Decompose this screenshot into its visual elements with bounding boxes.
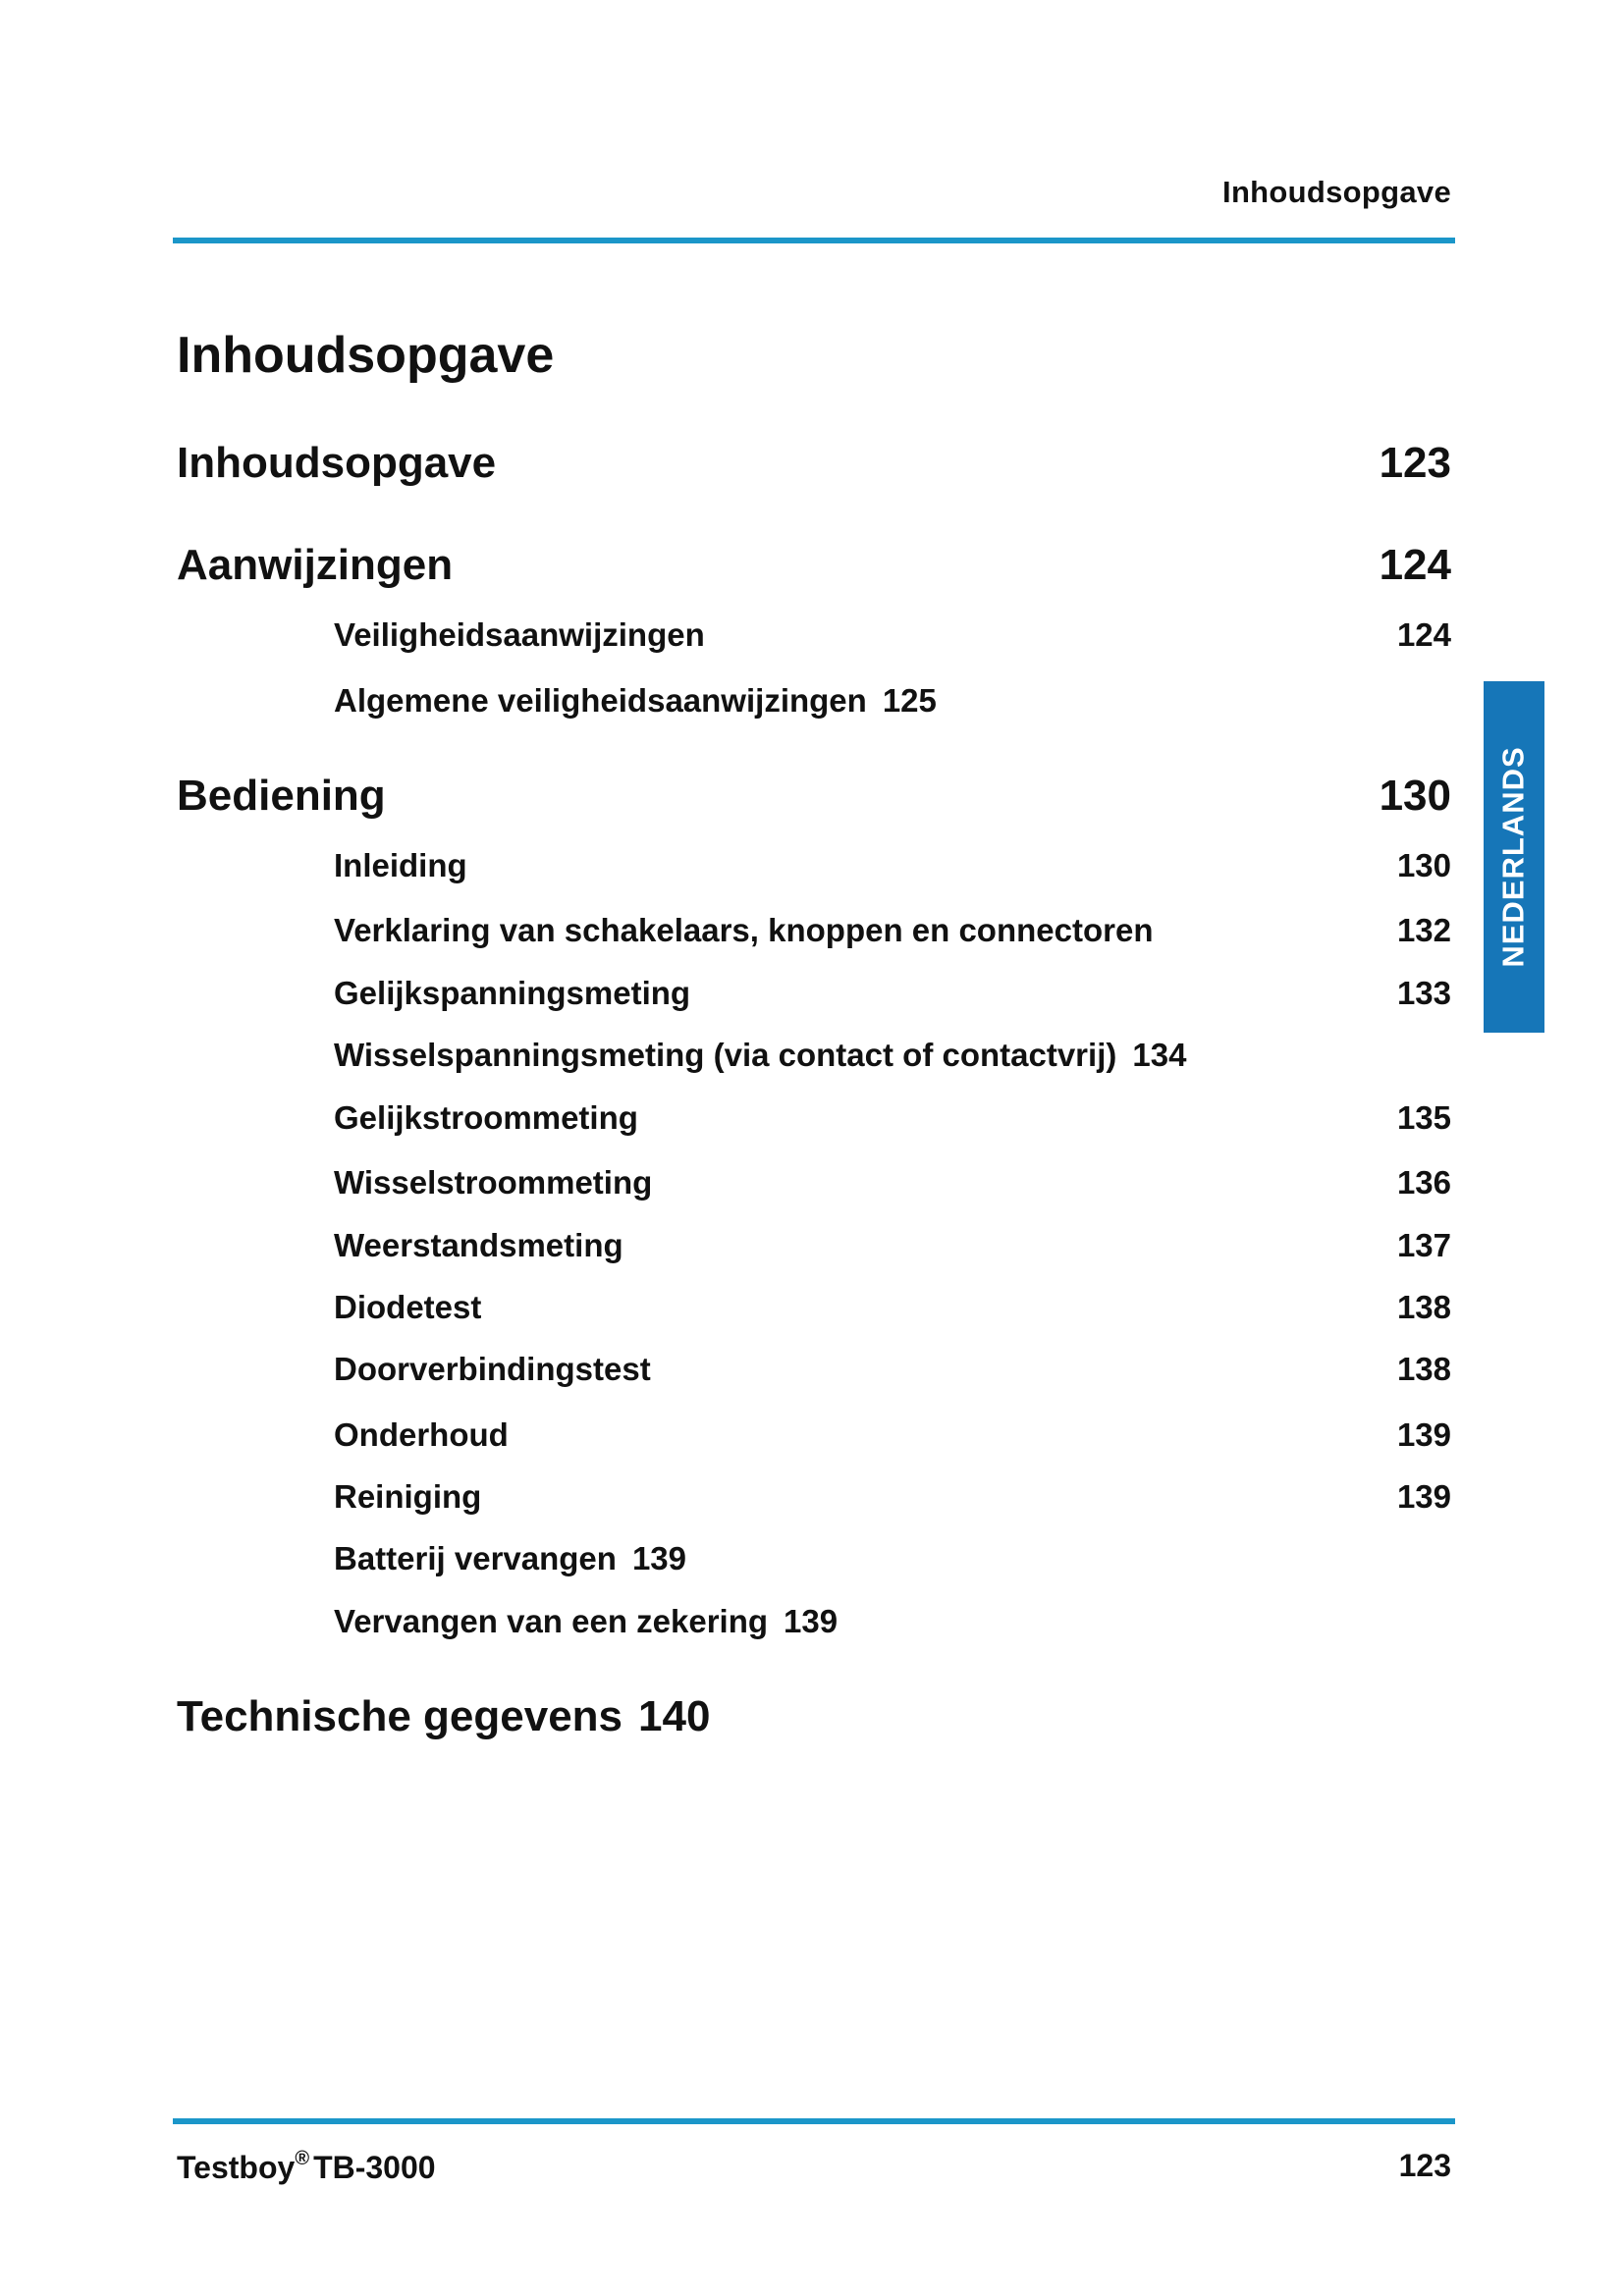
toc-entry-text: Wisselspanningsmeting (via contact of contactvrij) (334, 1037, 1117, 1073)
toc-entry-label (334, 1603, 838, 1640)
toc-entry-page: 138 (1396, 1289, 1451, 1325)
footer-brand (177, 2148, 436, 2186)
toc-entry-wisselspanningsmeting[interactable] (0, 1037, 1624, 1095)
toc-entry-inleiding[interactable] (0, 847, 1624, 906)
registered-mark: ® (295, 2148, 310, 2169)
toc-entry-bediening[interactable] (0, 772, 1624, 830)
toc-entry-doorverbindingstest[interactable] (0, 1351, 1624, 1410)
language-tab-label: NEDERLANDS (1496, 746, 1532, 968)
toc-entry-page: 133 (1396, 975, 1451, 1011)
toc-entry-gelijkstroommeting[interactable] (0, 1099, 1624, 1158)
toc-entry-label: Gelijkstroommeting (334, 1099, 638, 1136)
toc-entry-wisselstroommeting[interactable] (0, 1164, 1624, 1223)
language-tab (1484, 681, 1544, 1033)
toc-entry-label: Weerstandsmeting (334, 1227, 623, 1263)
toc-entry-label (177, 1692, 710, 1741)
toc-entry-page: 139 (1396, 1478, 1451, 1515)
header-rule (173, 238, 1455, 243)
toc-entry-label: Gelijkspanningsmeting (334, 975, 691, 1011)
toc-entry-text: Technische gegevens (177, 1692, 623, 1740)
toc-entry-text: Vervangen van een zekering (334, 1603, 769, 1639)
toc-entry-page: 134 (1132, 1037, 1187, 1073)
toc-entry-label: Veiligheidsaanwijzingen (334, 616, 705, 653)
toc-entry-page: 135 (1396, 1099, 1451, 1136)
toc-entry-page: 136 (1396, 1164, 1451, 1201)
toc-entry-label: Verklaring van schakelaars, knoppen en connectoren (334, 912, 1154, 948)
page-title: Inhoudsopgave (177, 327, 555, 384)
footer-rule (173, 2118, 1455, 2124)
toc-entry-label: Diodetest (334, 1289, 482, 1325)
toc-entry-page: 123 (1379, 439, 1451, 487)
toc-entry-label (334, 1037, 1186, 1074)
toc-entry-page: 139 (1396, 1416, 1451, 1453)
toc-entry-reiniging[interactable] (0, 1478, 1624, 1537)
toc-entry-page: 139 (784, 1603, 839, 1639)
toc-entry-zekering-vervangen[interactable] (0, 1603, 1624, 1662)
toc-entry-label: Reiniging (334, 1478, 482, 1515)
toc-entry-page: 138 (1396, 1351, 1451, 1387)
brand-name: Testboy (177, 2150, 296, 2185)
toc-entry-page: 137 (1396, 1227, 1451, 1263)
toc-entry-batterij-vervangen[interactable] (0, 1540, 1624, 1599)
toc-entry-text: Batterij vervangen (334, 1540, 617, 1576)
toc-entry-gelijkspanningsmeting[interactable] (0, 975, 1624, 1034)
model-name: TB-3000 (313, 2150, 436, 2185)
toc-entry-label: Onderhoud (334, 1416, 509, 1453)
toc-entry-inhoudsopgave[interactable] (0, 439, 1624, 498)
toc-entry-page: 124 (1396, 616, 1451, 653)
toc-entry-weerstandsmeting[interactable] (0, 1227, 1624, 1286)
toc-entry-label: Inleiding (334, 847, 467, 883)
footer-page-number: 123 (1398, 2148, 1451, 2183)
toc-entry-page: 125 (882, 682, 937, 719)
toc-entry-diodetest[interactable] (0, 1289, 1624, 1348)
toc-entry-algemene-veiligheidsaanwijzingen[interactable] (0, 682, 1624, 741)
toc-entry-label (334, 682, 937, 720)
toc-entry-onderhoud[interactable] (0, 1416, 1624, 1475)
toc-entry-technische-gegevens[interactable] (0, 1692, 1624, 1751)
toc-entry-veiligheidsaanwijzingen[interactable] (0, 616, 1624, 675)
toc-entry-label: Bediening (177, 772, 386, 820)
running-header: Inhoudsopgave (1222, 175, 1451, 209)
toc-entry-verklaring[interactable] (0, 912, 1624, 971)
toc-entry-page: 130 (1396, 847, 1451, 883)
toc-entry-page: 139 (631, 1540, 687, 1576)
toc-entry-label: Wisselstroommeting (334, 1164, 653, 1201)
toc-entry-aanwijzingen[interactable] (0, 541, 1624, 600)
toc-entry-text: Algemene veiligheidsaanwijzingen (334, 682, 867, 719)
toc-entry-page: 130 (1379, 772, 1451, 820)
toc-entry-label: Doorverbindingstest (334, 1351, 651, 1387)
toc-entry-label (334, 1540, 686, 1577)
toc-entry-label: Inhoudsopgave (177, 439, 497, 487)
toc-entry-label: Aanwijzingen (177, 541, 454, 589)
toc-entry-page: 140 (638, 1692, 711, 1740)
toc-entry-page: 132 (1396, 912, 1451, 948)
toc-entry-page: 124 (1379, 541, 1451, 589)
